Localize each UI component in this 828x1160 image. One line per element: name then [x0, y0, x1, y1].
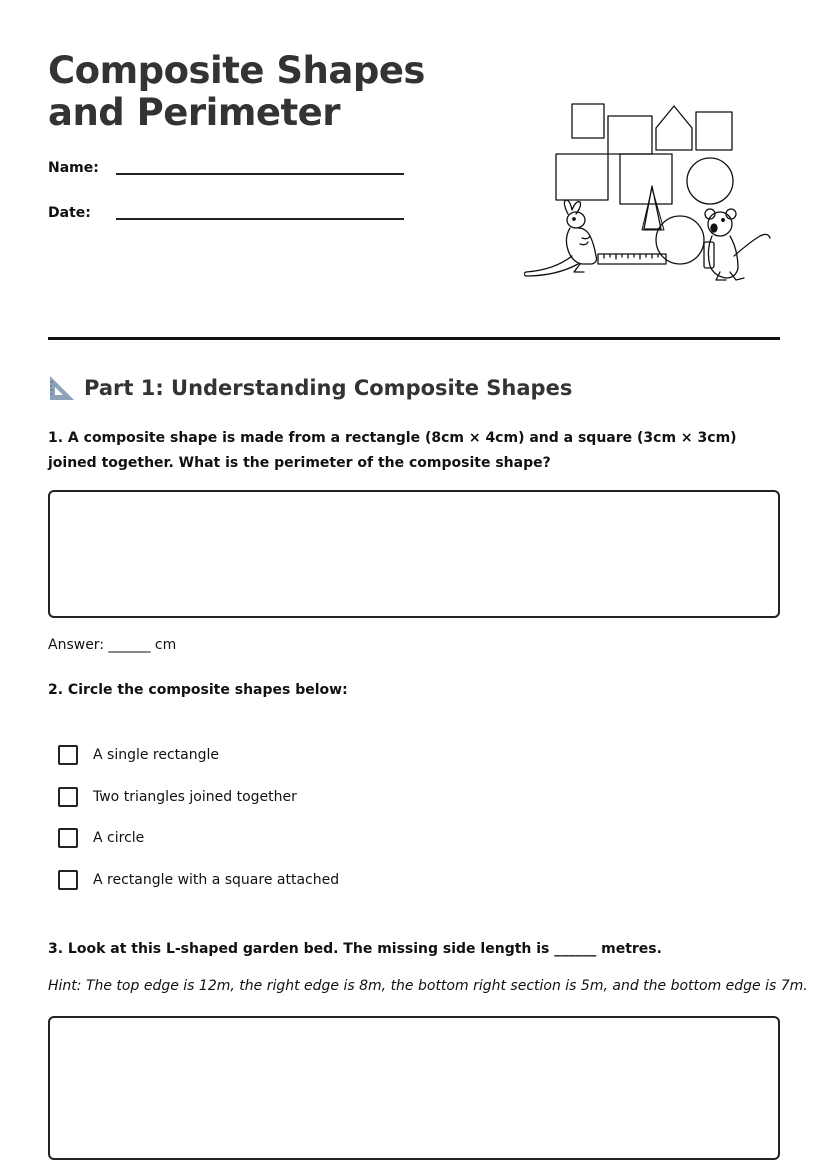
question-1-text: 1. A composite shape is made from a rectangle (8cm × 4cm) and a square (3cm × 3cm) joined together. What is the perimeter of the composite shape? — [48, 430, 737, 471]
option-label: A single rectangle — [93, 747, 220, 763]
option-checkbox[interactable] — [58, 745, 78, 765]
option-label: Two triangles joined together — [93, 788, 297, 805]
option-label: A circle — [93, 830, 145, 846]
worksheet-title: Composite Shapes and Perimeter — [48, 49, 425, 134]
date-field — [48, 205, 91, 221]
name-field — [48, 160, 99, 176]
option-label: A rectangle with a square attached — [93, 871, 340, 888]
part1-header — [48, 374, 572, 402]
option-checkbox[interactable] — [58, 828, 78, 848]
option-item[interactable] — [58, 743, 339, 767]
question-2-text: 2. Circle the composite shapes below: — [48, 682, 348, 698]
triangle-ruler-icon — [48, 374, 76, 402]
option-item[interactable] — [58, 868, 339, 892]
question-2-options — [58, 743, 339, 909]
question-3-work-box[interactable] — [48, 1016, 780, 1160]
header-divider — [48, 337, 780, 340]
shapes-animals-illustration — [524, 96, 774, 296]
question-3-text: 3. Look at this L-shaped garden bed. The missing side length is ______ metres. — [48, 941, 662, 957]
question-1-work-box[interactable] — [48, 490, 780, 618]
date-label: Date: — [48, 205, 91, 221]
date-write-line[interactable] — [116, 218, 404, 220]
option-item[interactable] — [58, 785, 339, 809]
name-write-line[interactable] — [116, 173, 404, 175]
question-3-hint: Hint: The top edge is 12m, the right edge is 8m, the bottom right section is 5m, and the bottom edge is 7m. — [48, 978, 808, 994]
name-label: Name: — [48, 160, 99, 176]
question-1-answer: Answer: ______ cm — [48, 637, 177, 653]
part1-heading: Part 1: Understanding Composite Shapes — [84, 376, 573, 400]
option-item[interactable] — [58, 826, 339, 850]
option-checkbox[interactable] — [58, 787, 78, 807]
option-checkbox[interactable] — [58, 870, 78, 890]
